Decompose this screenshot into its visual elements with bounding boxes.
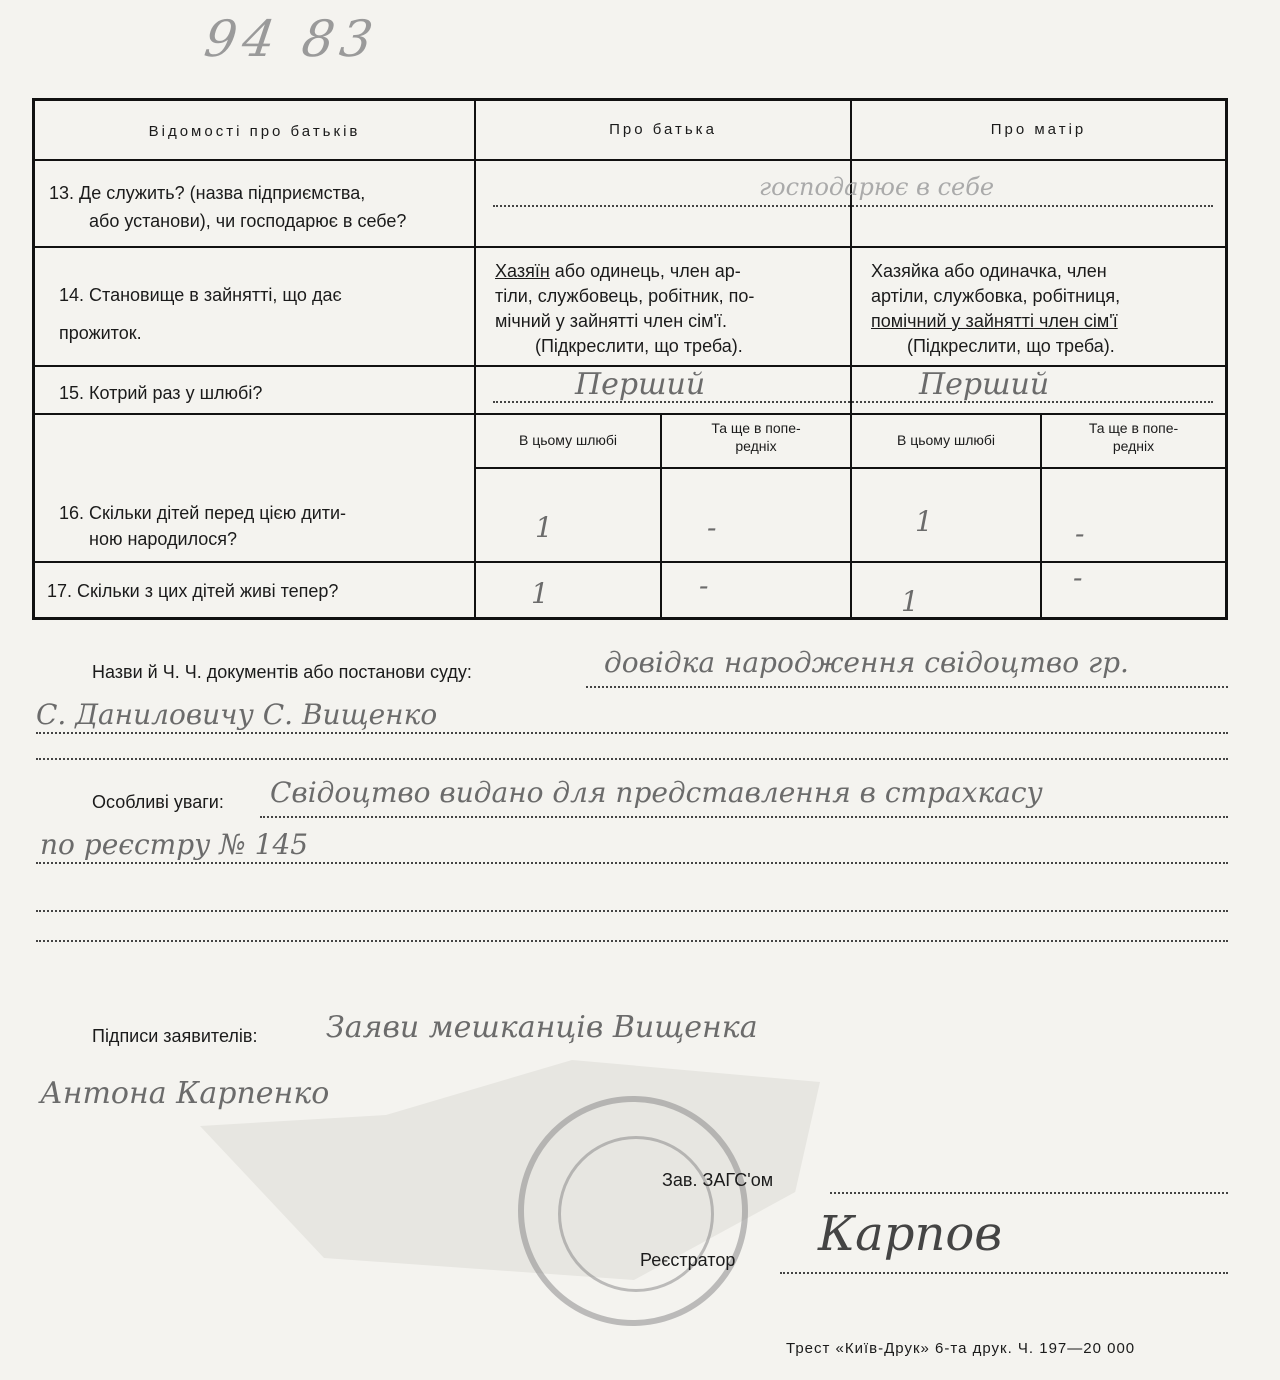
documents-line-3 <box>36 758 1228 760</box>
table-divider <box>474 101 476 617</box>
remarks-value-1: Свідоцтво видано для представлення в страхкасу <box>270 776 1043 809</box>
q13-line1: 13. Де служить? (назва підприємства, <box>49 183 366 203</box>
registrar-signature: Карпов <box>818 1206 1003 1262</box>
mother-option-line4: (Підкреслити, що треба). <box>907 336 1115 356</box>
q16-line2: ною народилося? <box>89 529 238 549</box>
documents-line-2 <box>36 732 1228 734</box>
q17-mother-this: 1 <box>901 585 919 618</box>
q15-mother-answer: Перший <box>919 367 1050 402</box>
signatures-value-2: Антона Карпенко <box>40 1076 330 1111</box>
zags-signature-line <box>830 1192 1228 1194</box>
zags-label: Зав. ЗАГС'ом <box>662 1170 774 1190</box>
documents-label: Назви й Ч. Ч. документів або постанови суду: <box>92 662 472 682</box>
father-option-rest: або одинець, член ар- <box>549 261 741 281</box>
mother-option-line3: помічний у зайнятті член сім'ї <box>871 311 1118 331</box>
remarks-line-4 <box>36 940 1228 942</box>
signatures-label: Підписи заявителів: <box>92 1026 258 1046</box>
table-rule <box>474 467 1225 469</box>
q13-answer: господарює в себе <box>759 173 995 201</box>
remarks-line-1 <box>260 816 1228 818</box>
q16-mother-this: 1 <box>915 505 933 538</box>
subheader-father-previous: Та ще в попе- редніх <box>711 420 801 454</box>
remarks-line-3 <box>36 910 1228 912</box>
signatures-value-1: Заяви мешканців Вищенка <box>326 1010 758 1045</box>
mother-option-line2: артіли, службовка, робітниця, <box>871 286 1121 306</box>
q16-father-prev: - <box>707 511 717 544</box>
remarks-line-2 <box>36 862 1228 864</box>
q16-line1: 16. Скільки дітей перед цією дити- <box>59 503 347 523</box>
documents-value-1: довідка народження свідоцтво гр. <box>604 646 1129 679</box>
q16-father-this: 1 <box>535 511 553 544</box>
father-option-line4: (Підкреслити, що треба). <box>535 336 743 356</box>
header-father: Про батька <box>609 121 717 138</box>
archive-number: 94 83 <box>200 10 383 68</box>
q17-question: 17. Скільки з цих дітей живі тепер? <box>47 581 339 601</box>
header-mother: Про матір <box>990 121 1087 138</box>
registrar-label: Реєстратор <box>640 1250 736 1270</box>
q13-answer-line <box>493 205 1213 207</box>
remarks-value-2: по реєстру № 145 <box>40 828 309 861</box>
q16-mother-prev: - <box>1075 517 1085 550</box>
q14-mother-options <box>871 259 1221 359</box>
subheader-mother-this: В цьому шлюбі <box>896 432 996 448</box>
father-option-line2: тіли, службовець, робітник, по- <box>495 286 755 306</box>
q14-line2: прожиток. <box>59 323 142 343</box>
father-underlined-option: Хазяїн <box>495 261 550 281</box>
q14-line1: 14. Становище в зайнятті, що дає <box>59 285 342 305</box>
subheader-father-this: В цьому шлюбі <box>518 432 618 448</box>
parents-info-table <box>32 98 1228 620</box>
father-option-line3: мічний у зайнятті член сім'ї. <box>495 311 727 331</box>
header-parents-info: Відомості про батьків <box>148 123 361 140</box>
table-rule <box>35 159 1225 161</box>
q17-mother-prev: - <box>1073 561 1083 594</box>
q15-question: 15. Котрий раз у шлюбі? <box>59 383 263 403</box>
documents-value-2: С. Даниловичу С. Вищенко <box>36 698 438 731</box>
documents-line-1 <box>586 686 1228 688</box>
subheader-mother-previous: Та ще в попе- редніх <box>1088 420 1179 454</box>
remarks-label: Особливі уваги: <box>92 792 224 812</box>
q13-line2: або установи), чи господарює в себе? <box>89 211 407 231</box>
registrar-signature-line <box>780 1272 1228 1274</box>
q17-father-prev: - <box>699 569 709 602</box>
printer-footer: Трест «Київ-Друк» 6-та друк. Ч. 197—20 000 <box>786 1340 1136 1357</box>
official-stamp <box>518 1096 748 1326</box>
table-rule <box>35 246 1225 248</box>
table-rule <box>35 561 1225 563</box>
mother-option-line1: Хазяйка або одиначка, член <box>871 261 1107 281</box>
q14-father-options <box>495 259 835 359</box>
q17-father-this: 1 <box>531 577 549 610</box>
q15-father-answer: Перший <box>575 367 706 402</box>
table-rule <box>35 413 1225 415</box>
